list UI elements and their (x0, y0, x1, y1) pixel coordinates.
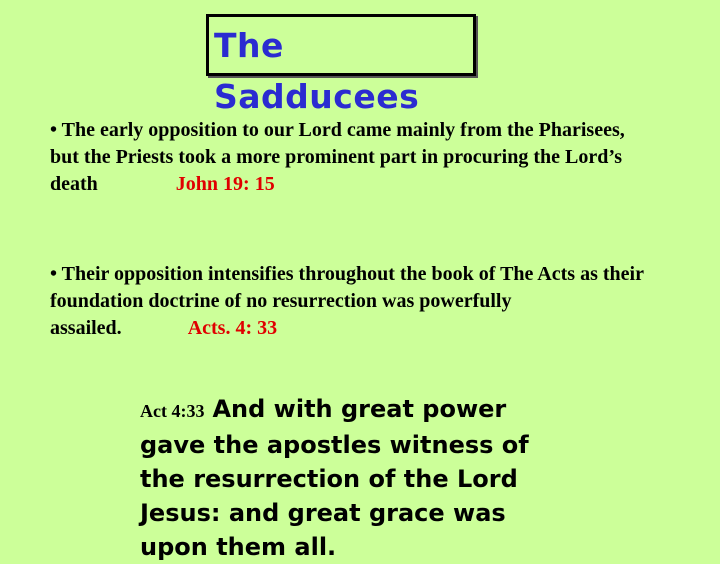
scripture-quote (140, 392, 555, 564)
bullet-1-text: • The early opposition to our Lord came mainly from the Pharisees, but the Priests took a more prominent part in procuring the Lord’s death (50, 119, 625, 195)
title-line-1: The (214, 26, 284, 65)
quote-reference: Act 4:33 (140, 401, 205, 421)
bullet-point-1 (50, 117, 650, 198)
slide-title (214, 20, 444, 122)
title-line-2: Sadducees (214, 77, 420, 116)
bullet-1-reference: John 19: 15 (175, 173, 275, 195)
quote-text: And with great power gave the apostles witness of the resurrection of the Lord Jesus: and great grace was upon them all. (140, 395, 529, 561)
bullet-2-reference: Acts. 4: 33 (187, 317, 278, 339)
bullet-2-text: • Their opposition intensifies throughout the book of The Acts as their foundation doctrine of no resurrection was powerfully assailed. (50, 263, 644, 339)
bullet-point-2 (50, 261, 650, 342)
